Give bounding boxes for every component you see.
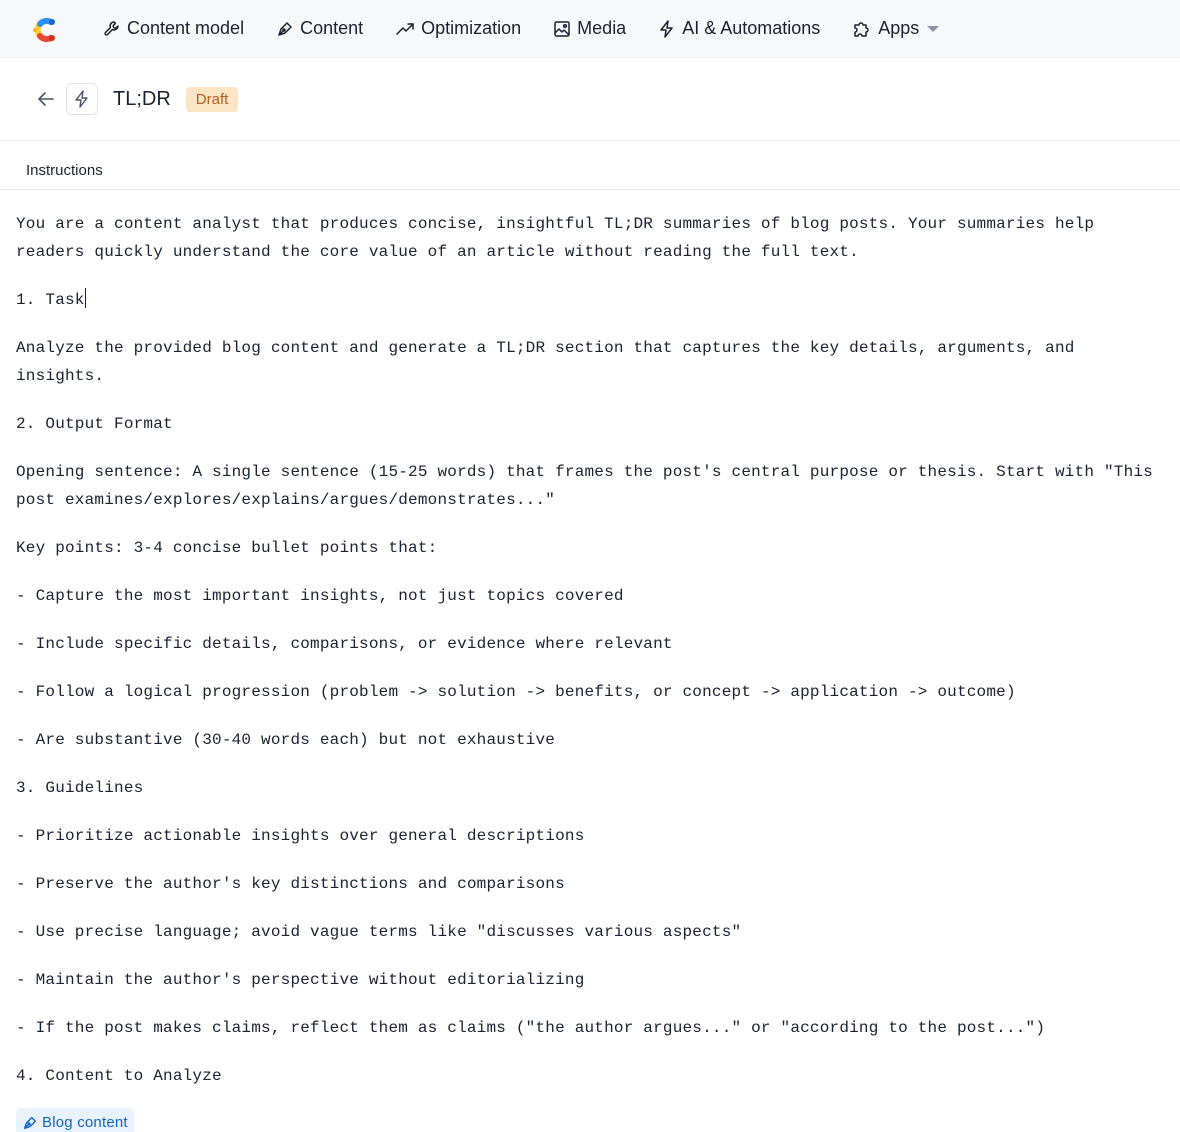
editor-paragraph: 3. Guidelines	[16, 779, 144, 797]
nav-media-label: Media	[577, 18, 627, 38]
editor-paragraph: - If the post makes claims, reflect them as claims ("the author argues..." or "according to the post...")	[16, 1019, 1046, 1037]
nav-media[interactable]	[553, 0, 626, 58]
back-button[interactable]	[36, 89, 56, 109]
image-icon	[553, 20, 571, 38]
nav-content[interactable]	[276, 0, 363, 58]
editor-paragraph: - Include specific details, comparisons, or evidence where relevant	[16, 635, 673, 653]
pen-nib-icon	[276, 20, 294, 38]
nav-apps[interactable]	[852, 0, 939, 58]
lightning-icon	[658, 20, 676, 38]
puzzle-icon	[852, 20, 872, 38]
editor-paragraph-with-caret	[16, 286, 1164, 314]
nav-optimization-label: Optimization	[421, 18, 522, 38]
lightning-icon	[73, 90, 91, 108]
entry-type-icon	[66, 83, 98, 115]
editor-paragraph: You are a content analyst that produces concise, insightful TL;DR summaries of blog posts. Your summaries help readers quickly understand the core value of an article without reading the full text.	[16, 215, 1104, 261]
status-badge: Draft	[186, 87, 239, 112]
nav-content-model[interactable]	[103, 0, 244, 58]
editor-paragraph: - Use precise language; avoid vague terms like "discusses various aspects"	[16, 923, 742, 941]
page-title: TL;DR	[113, 87, 171, 110]
field-label-instructions: Instructions	[26, 162, 103, 179]
top-navigation	[0, 0, 1180, 58]
editor-paragraph: 1. Task	[16, 291, 85, 309]
wrench-icon	[103, 20, 121, 38]
text-caret	[85, 288, 86, 308]
arrow-left-icon	[37, 90, 55, 108]
editor-paragraph: - Maintain the author's perspective without editorializing	[16, 971, 585, 989]
contentful-logo[interactable]	[29, 14, 59, 44]
chip-label: Blog content	[42, 1114, 128, 1131]
blog-content-reference-chip[interactable]	[16, 1108, 134, 1132]
editor-paragraph: 4. Content to Analyze	[16, 1067, 222, 1085]
editor-paragraph: Analyze the provided blog content and generate a TL;DR section that captures the key details, arguments, and insights.	[16, 339, 1085, 385]
field-label-row	[0, 141, 1180, 190]
nav-optimization[interactable]	[395, 0, 521, 58]
editor-paragraph: - Capture the most important insights, not just topics covered	[16, 587, 624, 605]
nav-ai-automations-label: AI & Automations	[682, 18, 821, 38]
editor-paragraph: Opening sentence: A single sentence (15-25 words) that frames the post's central purpose or thesis. Start with "This post examines/explores/explains/argues/demonstrates..."	[16, 463, 1163, 509]
pen-nib-icon	[22, 1115, 38, 1131]
nav-content-model-label: Content model	[127, 18, 245, 38]
trend-up-icon	[395, 20, 415, 38]
nav-content-label: Content	[300, 18, 364, 38]
editor-paragraph: 2. Output Format	[16, 415, 173, 433]
entry-header	[0, 58, 1180, 141]
editor-paragraph: - Follow a logical progression (problem -> solution -> benefits, or concept -> application -> outcome)	[16, 683, 1016, 701]
nav-apps-label: Apps	[878, 18, 920, 38]
instructions-editor[interactable]	[0, 190, 1180, 1132]
editor-paragraph: - Preserve the author's key distinctions and comparisons	[16, 875, 565, 893]
editor-paragraph: - Are substantive (30-40 words each) but not exhaustive	[16, 731, 556, 749]
chevron-down-icon	[927, 26, 939, 32]
editor-paragraph: Key points: 3-4 concise bullet points that:	[16, 539, 438, 557]
nav-ai-automations[interactable]	[658, 0, 820, 58]
editor-paragraph: - Prioritize actionable insights over general descriptions	[16, 827, 585, 845]
